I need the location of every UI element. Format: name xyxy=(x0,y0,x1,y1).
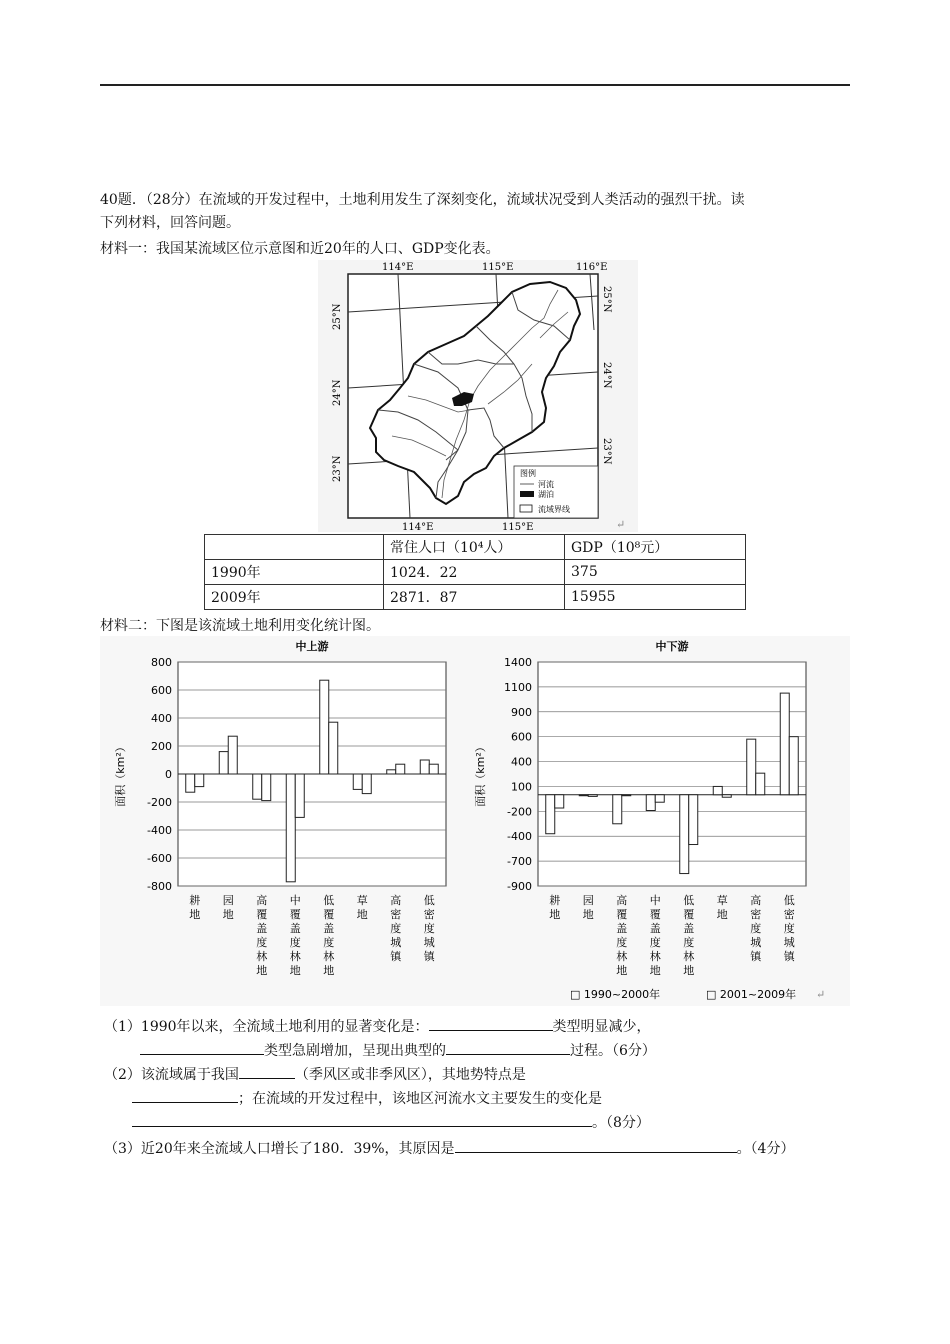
x-tick-label: 地 xyxy=(683,964,695,977)
x-tick-label: 覆 xyxy=(289,908,301,921)
bar xyxy=(429,764,438,774)
bar xyxy=(789,737,798,795)
lon-label-top-115: 115°E xyxy=(482,262,514,273)
x-tick-label: 地 xyxy=(256,964,268,977)
y-axis-label: 面积（km²） xyxy=(114,741,127,807)
answer-blank[interactable] xyxy=(446,1040,570,1055)
x-tick-label: 度 xyxy=(256,936,268,949)
y-axis-label: 面积（km²） xyxy=(474,741,487,807)
lat-label-right-23: 23°N xyxy=(601,438,612,465)
bar xyxy=(588,795,597,797)
x-tick-label: 城 xyxy=(783,936,795,949)
y-tick-label: -600 xyxy=(147,852,172,865)
x-tick-label: 地 xyxy=(649,964,661,977)
table-cell: 2871．87 xyxy=(384,585,565,610)
x-tick-label: 覆 xyxy=(683,908,695,921)
x-tick-label: 低 xyxy=(683,894,695,907)
y-tick-label: -900 xyxy=(507,880,532,893)
y-tick-label: 1100 xyxy=(504,680,532,694)
sub-question-1-line2: 类型急剧增加，呈现出典型的 过程。（6分） xyxy=(140,1040,656,1061)
x-tick-label: 城 xyxy=(750,936,762,949)
y-tick-label: -400 xyxy=(507,830,532,844)
bar xyxy=(228,736,237,774)
legend-lake-label: 湖泊 xyxy=(538,490,554,499)
bar xyxy=(362,774,371,794)
table-cell: 1990年 xyxy=(205,560,384,585)
x-tick-label: 盖 xyxy=(683,922,695,935)
x-tick-label: 草 xyxy=(356,894,368,907)
x-tick-label: 草 xyxy=(716,894,728,907)
bar xyxy=(420,760,429,774)
bar xyxy=(219,752,228,774)
legend-river-label: 河流 xyxy=(538,480,554,489)
y-tick-label: 900 xyxy=(511,705,532,719)
bar xyxy=(387,770,396,774)
question-stem-line1: 40题．（28分）在流域的开发过程中，土地利用发生了深刻变化，流域状况受到人类活动的强烈干扰。读 xyxy=(100,192,745,208)
x-tick-label: 高 xyxy=(256,894,268,907)
x-tick-label: 度 xyxy=(289,936,301,949)
bar xyxy=(353,774,362,789)
answer-blank[interactable] xyxy=(239,1064,295,1079)
bar xyxy=(555,795,564,808)
table-cell: 15955 xyxy=(565,585,746,610)
table-cell: 1024．22 xyxy=(384,560,565,585)
x-tick-label: 度 xyxy=(616,936,628,949)
bar xyxy=(780,693,789,795)
x-tick-label: 盖 xyxy=(649,922,661,935)
x-tick-label: 覆 xyxy=(616,908,628,921)
y-tick-label: -200 xyxy=(507,805,532,819)
answer-blank[interactable] xyxy=(455,1138,737,1153)
table-row xyxy=(205,560,746,585)
population-gdp-table xyxy=(204,534,746,610)
x-tick-label: 镇 xyxy=(750,950,762,963)
table-cell: 2009年 xyxy=(205,585,384,610)
answer-blank[interactable] xyxy=(140,1040,264,1055)
sub-question-3: （3）近20年来全流域人口增长了180．39%，其原因是 。（4分） xyxy=(104,1138,794,1159)
x-tick-label: 林 xyxy=(256,950,268,963)
bar xyxy=(329,722,338,774)
legend-title: 图例 xyxy=(520,469,536,478)
bar xyxy=(295,774,304,817)
x-tick-label: 度 xyxy=(390,922,402,935)
x-tick-label: 林 xyxy=(683,950,695,963)
material-one-caption: 材料一：我国某流域区位示意图和近20年的人口、GDP变化表。 xyxy=(100,241,500,257)
lat-label-left-24: 24°N xyxy=(332,379,343,406)
x-tick-label: 地 xyxy=(356,908,368,921)
x-tick-label: 地 xyxy=(222,908,234,921)
bar xyxy=(747,739,756,795)
bar xyxy=(286,774,295,882)
chart-plot-area xyxy=(538,662,806,886)
x-tick-label: 地 xyxy=(616,964,628,977)
table-header-cell: 常住人口（10⁴人） xyxy=(384,535,565,560)
sub-question-1-line1: （1）1990年以来，全流域土地利用的显著变化是： 类型明显减少， xyxy=(104,1016,651,1037)
lat-label-left-25: 25°N xyxy=(332,303,343,330)
bar xyxy=(689,795,698,845)
paragraph-mark: ↵ xyxy=(816,988,826,1001)
x-tick-label: 盖 xyxy=(289,922,301,935)
bar xyxy=(253,774,262,799)
paragraph-mark: ↵ xyxy=(616,518,626,531)
sub-question-2-line1: （2）该流域属于我国 （季风区或非季风区），其地势特点是 xyxy=(104,1064,526,1085)
bar xyxy=(613,795,622,824)
y-tick-label: 800 xyxy=(151,656,172,669)
table-header-cell: GDP（10⁸元） xyxy=(565,535,746,560)
answer-blank[interactable] xyxy=(132,1088,238,1103)
chart-title: 中下游 xyxy=(655,640,689,653)
legend-boundary-label: 流域界线 xyxy=(538,505,570,514)
x-tick-label: 度 xyxy=(683,936,695,949)
x-tick-label: 密 xyxy=(750,908,762,921)
lat-label-right-25: 25°N xyxy=(601,286,612,313)
lon-label-bottom-114: 114°E xyxy=(402,522,434,532)
answer-blank[interactable] xyxy=(132,1112,592,1127)
x-tick-label: 密 xyxy=(390,908,402,921)
bar xyxy=(713,786,722,794)
bar xyxy=(756,773,765,795)
x-tick-label: 林 xyxy=(616,950,628,963)
x-tick-label: 地 xyxy=(716,908,728,921)
x-tick-label: 中 xyxy=(649,894,661,907)
bar xyxy=(320,680,329,774)
table-row xyxy=(205,585,746,610)
x-tick-label: 城 xyxy=(390,936,402,949)
x-tick-label: 覆 xyxy=(256,908,268,921)
y-tick-label: 400 xyxy=(151,712,172,725)
y-tick-label: 600 xyxy=(511,730,532,744)
x-tick-label: 耕 xyxy=(549,894,561,907)
legend-series-2: □ 2001~2009年 xyxy=(706,988,797,1001)
bar xyxy=(396,764,405,774)
lon-label-top-116: 116°E xyxy=(576,262,608,273)
x-tick-label: 地 xyxy=(189,908,201,921)
bar xyxy=(262,774,271,801)
bar xyxy=(579,795,588,796)
table-header-cell xyxy=(205,535,384,560)
x-tick-label: 覆 xyxy=(649,908,661,921)
x-tick-label: 低 xyxy=(423,894,435,907)
sub-question-2-line2: ；在流域的开发过程中，该地区河流水文主要发生的变化是 xyxy=(132,1088,602,1109)
x-tick-label: 盖 xyxy=(256,922,268,935)
x-tick-label: 度 xyxy=(323,936,335,949)
table-header-row xyxy=(205,535,746,560)
x-tick-label: 镇 xyxy=(423,950,435,963)
x-tick-label: 林 xyxy=(649,950,661,963)
land-use-change-charts xyxy=(100,636,850,1006)
y-tick-label: -700 xyxy=(507,855,532,869)
x-tick-label: 度 xyxy=(649,936,661,949)
y-tick-label: 100 xyxy=(511,780,532,794)
x-tick-label: 中 xyxy=(289,894,301,907)
y-tick-label: 0 xyxy=(165,768,172,781)
x-tick-label: 园 xyxy=(582,894,594,907)
y-tick-label: -200 xyxy=(147,796,172,809)
x-tick-label: 林 xyxy=(323,950,335,963)
x-tick-label: 盖 xyxy=(323,922,335,935)
answer-blank[interactable] xyxy=(429,1016,553,1031)
y-tick-label: 600 xyxy=(151,684,172,697)
x-tick-label: 覆 xyxy=(323,908,335,921)
x-tick-label: 园 xyxy=(222,894,234,907)
bar xyxy=(622,795,631,796)
x-tick-label: 低 xyxy=(783,894,795,907)
x-tick-label: 低 xyxy=(323,894,335,907)
x-tick-label: 度 xyxy=(783,922,795,935)
basin-location-map xyxy=(318,260,638,532)
bar xyxy=(680,795,689,874)
x-tick-label: 林 xyxy=(289,950,301,963)
y-tick-label: -400 xyxy=(147,824,172,837)
lon-label-bottom-115: 115°E xyxy=(502,522,534,532)
bar xyxy=(195,774,204,787)
lon-label-top-114: 114°E xyxy=(382,262,414,273)
bar xyxy=(546,795,555,834)
x-tick-label: 地 xyxy=(289,964,301,977)
x-tick-label: 度 xyxy=(750,922,762,935)
x-tick-label: 密 xyxy=(423,908,435,921)
lat-label-left-23: 23°N xyxy=(332,455,343,482)
bar xyxy=(722,795,731,797)
x-tick-label: 高 xyxy=(616,894,628,907)
y-tick-label: 400 xyxy=(511,755,532,769)
x-tick-label: 地 xyxy=(323,964,335,977)
bar xyxy=(646,795,655,811)
x-tick-label: 盖 xyxy=(616,922,628,935)
material-two-caption: 材料二：下图是该流域土地利用变化统计图。 xyxy=(100,618,380,634)
sub-question-2-line3: 。（8分） xyxy=(132,1112,650,1133)
x-tick-label: 高 xyxy=(390,894,402,907)
bar xyxy=(655,795,664,802)
x-tick-label: 地 xyxy=(582,908,594,921)
bar xyxy=(186,774,195,792)
table-cell: 375 xyxy=(565,560,746,585)
legend-series-1: □ 1990~2000年 xyxy=(570,988,661,1001)
header-rule xyxy=(100,84,850,86)
x-tick-label: 高 xyxy=(750,894,762,907)
x-tick-label: 镇 xyxy=(783,950,795,963)
lat-label-right-24: 24°N xyxy=(601,362,612,389)
y-tick-label: 200 xyxy=(151,740,172,753)
x-tick-label: 密 xyxy=(783,908,795,921)
x-tick-label: 地 xyxy=(549,908,561,921)
x-tick-label: 镇 xyxy=(390,950,402,963)
y-tick-label: 1400 xyxy=(504,656,532,669)
question-stem-line2: 下列材料，回答问题。 xyxy=(100,215,240,231)
chart-title: 中上游 xyxy=(295,640,329,653)
x-tick-label: 耕 xyxy=(189,894,201,907)
x-tick-label: 城 xyxy=(423,936,435,949)
y-tick-label: -800 xyxy=(147,880,172,893)
x-tick-label: 度 xyxy=(423,922,435,935)
